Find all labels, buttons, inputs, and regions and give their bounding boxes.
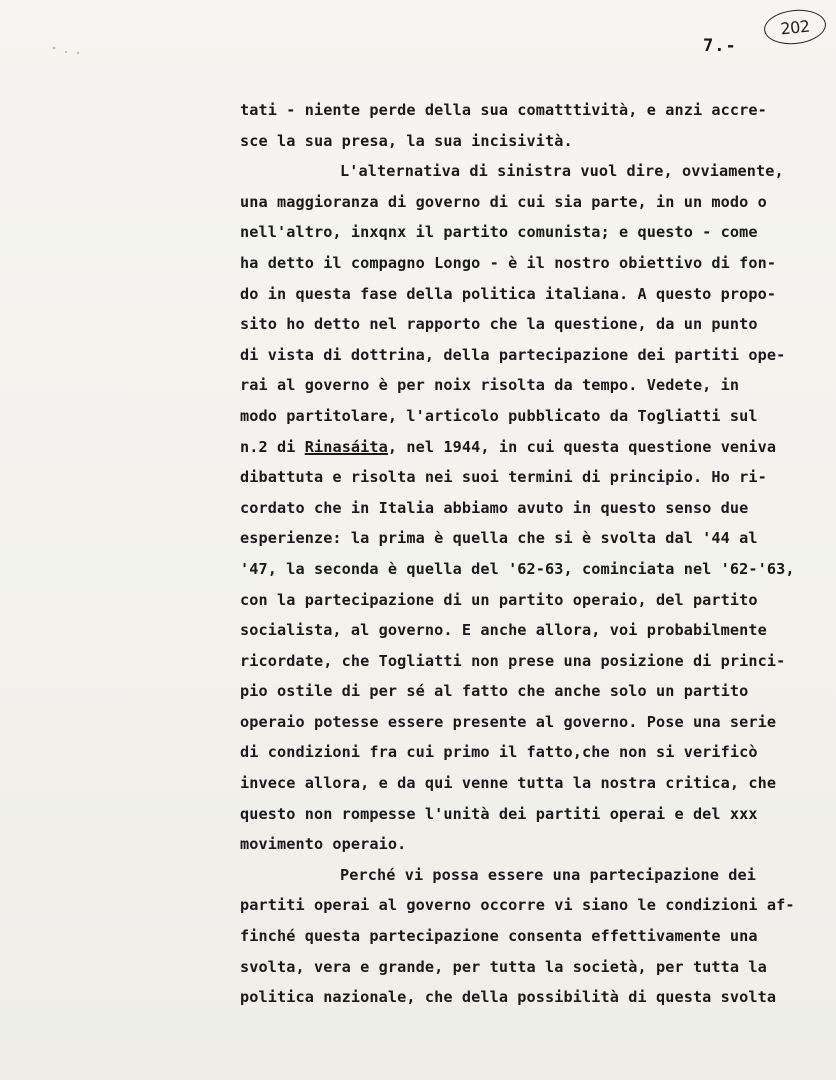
text-line: do in questa fase della politica italiana. A questo propo-: [240, 284, 777, 303]
text-line: operaio potesse essere presente al governo. Pose una serie: [240, 712, 777, 731]
text-line: di vista di dottrina, della partecipazione dei partiti ope-: [240, 345, 786, 364]
text-line: dibattuta e risolta nei suoi termini di principio. Ho ri-: [240, 468, 767, 487]
text-line: cordato che in Italia abbiamo avuto in questo senso due: [240, 498, 749, 517]
text-line: questo non rompesse l'unità dei partiti operai e del xxx: [240, 804, 758, 823]
text-line: ricordate, che Togliatti non prese una posizione di princi-: [240, 651, 786, 670]
text-line: sito ho detto nel rapporto che la questione, da un punto: [240, 315, 758, 334]
text-line: svolta, vera e grande, per tutta la società, per tutta la: [240, 957, 767, 976]
text-line: n.2 di Rinasáita, nel 1944, in cui questa questione veniva: [240, 437, 777, 456]
ink-speck-marks: [48, 40, 88, 60]
text-line: tati - niente perde della sua comatttività, e anzi accre-: [240, 101, 767, 119]
text-line: Perché vi possa essere una partecipazione dei: [340, 865, 756, 884]
text-line: di condizioni fra cui primo il fatto,che non si verificò: [240, 743, 758, 762]
page-number: 7.-: [703, 36, 737, 56]
text-line: socialista, al governo. E anche allora, voi probabilmente: [240, 621, 767, 640]
underlined-title: Rinasáita: [304, 437, 388, 456]
text-line: con la partecipazione di un partito operaio, del partito: [240, 590, 758, 609]
text-line: politica nazionale, che della possibilità di questa svolta: [240, 988, 777, 1007]
text-line: sce la sua presa, la sua incisività.: [240, 131, 573, 150]
text-line: finché questa partecipazione consenta effettivamente una: [240, 927, 758, 946]
text-line: ha detto il compagno Longo - è il nostro obiettivo di fon-: [240, 253, 777, 272]
text-line: pio ostile di per sé al fatto che anche solo un partito: [240, 682, 749, 701]
text-line: movimento operaio.: [240, 835, 407, 854]
handwritten-archive-number: 202: [762, 7, 827, 47]
text-line: partiti operai al governo occorre vi siano le condizioni af-: [240, 896, 795, 915]
text-line: una maggioranza di governo di cui sia parte, in un modo o: [240, 192, 767, 211]
text-line: esperienze: la prima è quella che si è svolta dal '44 al: [240, 529, 758, 548]
text-line: modo partitolare, l'articolo pubblicato da Togliatti sul: [240, 406, 758, 425]
text-line: L'alternativa di sinistra vuol dire, ovviamente,: [340, 162, 784, 181]
body-text: [240, 95, 830, 1013]
text-line: rai al governo è per noix risolta da tempo. Vedete, in: [240, 376, 740, 395]
text-line: invece allora, e da qui venne tutta la nostra critica, che: [240, 774, 777, 793]
text-line: nell'altro, inxqnx il partito comunista; e questo - come: [240, 223, 758, 242]
text-line: '47, la seconda è quella del '62-63, cominciata nel '62-'63,: [240, 559, 795, 578]
